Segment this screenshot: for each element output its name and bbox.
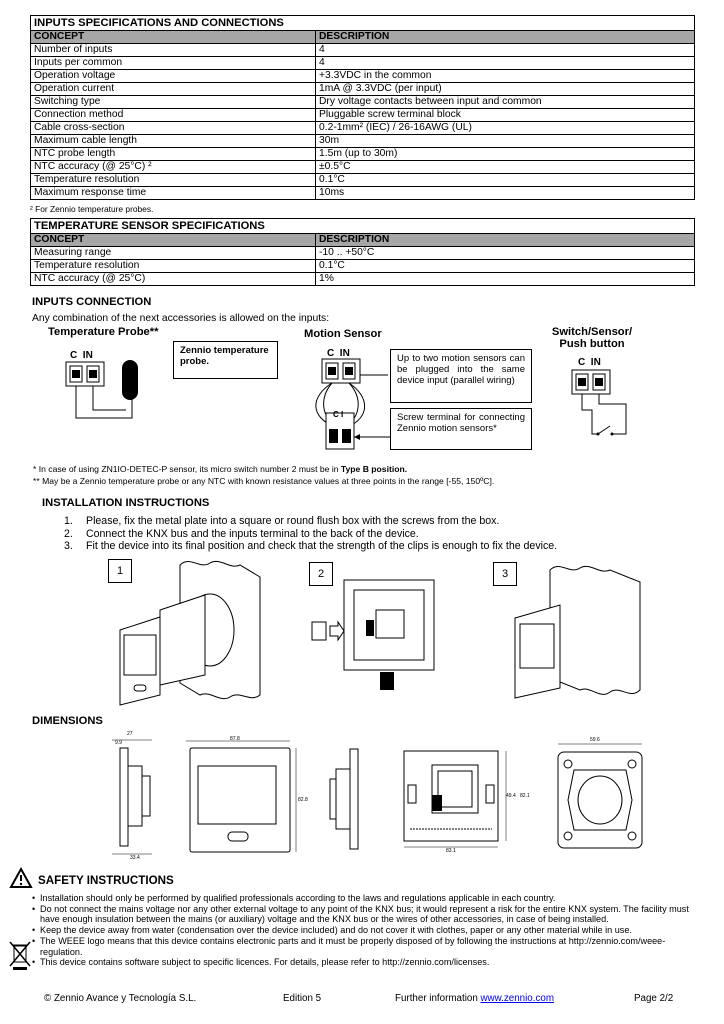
- list-item: • Do not connect the mains voltage nor any other external voltage to any point of the KNX bus; it would represent a risk for the entire KNX system. The facility must have enough insulation between the mains (or auxiliary) voltage and the KNX bus or the wires of other accessories, in case of being installed.: [32, 904, 692, 925]
- dimensions-title: DIMENSIONS: [32, 715, 103, 727]
- safety-title: SAFETY INSTRUCTIONS: [38, 874, 174, 887]
- table-row: Switching type Dry voltage contacts between input and common: [31, 96, 695, 109]
- inputs-connection-title: INPUTS CONNECTION: [32, 296, 152, 308]
- ci-label: C I: [333, 410, 344, 419]
- dim-label: 9.9: [115, 740, 122, 746]
- table-row: Inputs per common 4: [31, 57, 695, 70]
- zennio-link[interactable]: www.zennio.com: [480, 993, 554, 1004]
- safety-list: [32, 893, 692, 968]
- terminal-label: C IN: [578, 357, 601, 368]
- list-item: 3. Fit the device into its final position and check that the strength of the clips is enough to fix the device.: [64, 540, 558, 552]
- dim-label: 59.6: [590, 737, 600, 743]
- col-header: DESCRIPTION: [316, 234, 695, 247]
- dim-label: 82.1: [520, 793, 530, 799]
- installation-figure-1: [110, 555, 270, 705]
- temp-probe-title: Temperature Probe**: [48, 326, 159, 338]
- note-detec: * In case of using ZN1IO-DETEC-P sensor, its micro switch number 2 must be in Type B position.: [33, 464, 408, 474]
- col-header: CONCEPT: [31, 31, 316, 44]
- list-item: • This device contains software subject to specific licences. For details, please refer to http://zennio.com/licenses.: [32, 957, 692, 968]
- motion-sensor-title: Motion Sensor: [304, 328, 382, 340]
- table-row: Temperature resolution 0.1°C: [31, 260, 695, 273]
- motion-box-terminal: Screw terminal for connecting Zennio motion sensors*: [390, 408, 532, 450]
- list-item: 2. Connect the KNX bus and the inputs terminal to the back of the device.: [64, 527, 419, 540]
- list-item: 1. Please, fix the metal plate into a square or round flush box with the screws from the box.: [64, 515, 500, 527]
- col-header: DESCRIPTION: [316, 31, 695, 44]
- table-row: Number of inputs 4: [31, 44, 695, 57]
- temp-probe-diagram: [60, 360, 160, 425]
- figure-label: 3: [493, 562, 517, 586]
- table-row: NTC probe length 1.5m (up to 30m): [31, 148, 695, 161]
- inputs-table-footnote: ² For Zennio temperature probes.: [30, 204, 154, 214]
- table-row: Maximum cable length 30m: [31, 135, 695, 148]
- side-view-2: [328, 745, 368, 855]
- list-item: • Keep the device away from water (condensation over the device included) and do not cover it with clothes, paper or any other material while in use.: [32, 925, 692, 936]
- temp-table-title: TEMPERATURE SENSOR SPECIFICATIONS: [31, 219, 695, 234]
- warning-icon: [10, 868, 32, 888]
- temp-probe-box: Zennio temperature probe.: [173, 341, 278, 379]
- footer-page: Page 2/2: [634, 993, 674, 1004]
- list-item: • Installation should only be performed by qualified professionals according to the laws and regulations applicable in each country.: [32, 893, 692, 904]
- table-row: Operation current 1mA @ 3.3VDC (per input): [31, 83, 695, 96]
- footer-company: © Zennio Avance y Tecnología S.L.: [44, 993, 197, 1004]
- inputs-spec-table: [30, 15, 695, 200]
- table-row: Cable cross-section 0.2-1mm² (IEC) / 26-16AWG (UL): [31, 122, 695, 135]
- plate-view: [550, 742, 650, 852]
- table-row: NTC accuracy (@ 25°C) 1%: [31, 273, 695, 286]
- table-row: Connection method Pluggable screw terminal block: [31, 109, 695, 122]
- dim-label: 82.8: [298, 797, 308, 803]
- dim-label: 33.4: [130, 855, 140, 861]
- switch-title: Switch/Sensor/ Push button: [551, 326, 633, 350]
- dim-label: 49.4: [506, 793, 516, 799]
- table-row: Temperature resolution 0.1°C: [31, 174, 695, 187]
- back-view: [398, 745, 528, 855]
- front-view: [186, 738, 306, 858]
- installation-steps: [64, 515, 704, 553]
- table-row: NTC accuracy (@ 25°C) ² ±0.5°C: [31, 161, 695, 174]
- table-row: Measuring range -10 .. +50°C: [31, 247, 695, 260]
- side-view-1: [112, 736, 162, 856]
- inputs-table-title: INPUTS SPECIFICATIONS AND CONNECTIONS: [31, 16, 695, 31]
- footer-info: Further information www.zennio.com: [395, 993, 554, 1004]
- note-ntc: ** May be a Zennio temperature probe or any NTC with known resistance values at three points in the range [-55, 150ºC].: [33, 476, 495, 486]
- dim-label: 27: [127, 731, 133, 737]
- figure-label: 1: [108, 559, 132, 583]
- terminal-label: C IN: [70, 350, 93, 361]
- installation-figure-2: [308, 578, 438, 698]
- dim-label: 83.1: [446, 848, 456, 854]
- temperature-spec-table: [30, 218, 695, 286]
- installation-title: INSTALLATION INSTRUCTIONS: [42, 497, 210, 509]
- installation-figure-3: [510, 560, 650, 700]
- figure-label: 2: [309, 562, 333, 586]
- motion-box-parallel: Up to two motion sensors can be plugged into the same device input (parallel wiring): [390, 349, 532, 403]
- col-header: CONCEPT: [31, 234, 316, 247]
- footer-edition: Edition 5: [283, 993, 322, 1004]
- weee-bin-icon: [10, 940, 30, 970]
- dim-label: 87.8: [230, 736, 240, 742]
- switch-diagram: [568, 368, 638, 440]
- table-row: Operation voltage +3.3VDC in the common: [31, 70, 695, 83]
- list-item: • The WEEE logo means that this device contains electronic parts and it must be properly disposed of by following the instructions at http://zennio.com/weee-regulation.: [32, 936, 692, 957]
- table-row: Maximum response time 10ms: [31, 187, 695, 200]
- inputs-connection-intro: Any combination of the next accessories is allowed on the inputs:: [32, 313, 330, 324]
- terminal-label: C IN: [327, 348, 350, 359]
